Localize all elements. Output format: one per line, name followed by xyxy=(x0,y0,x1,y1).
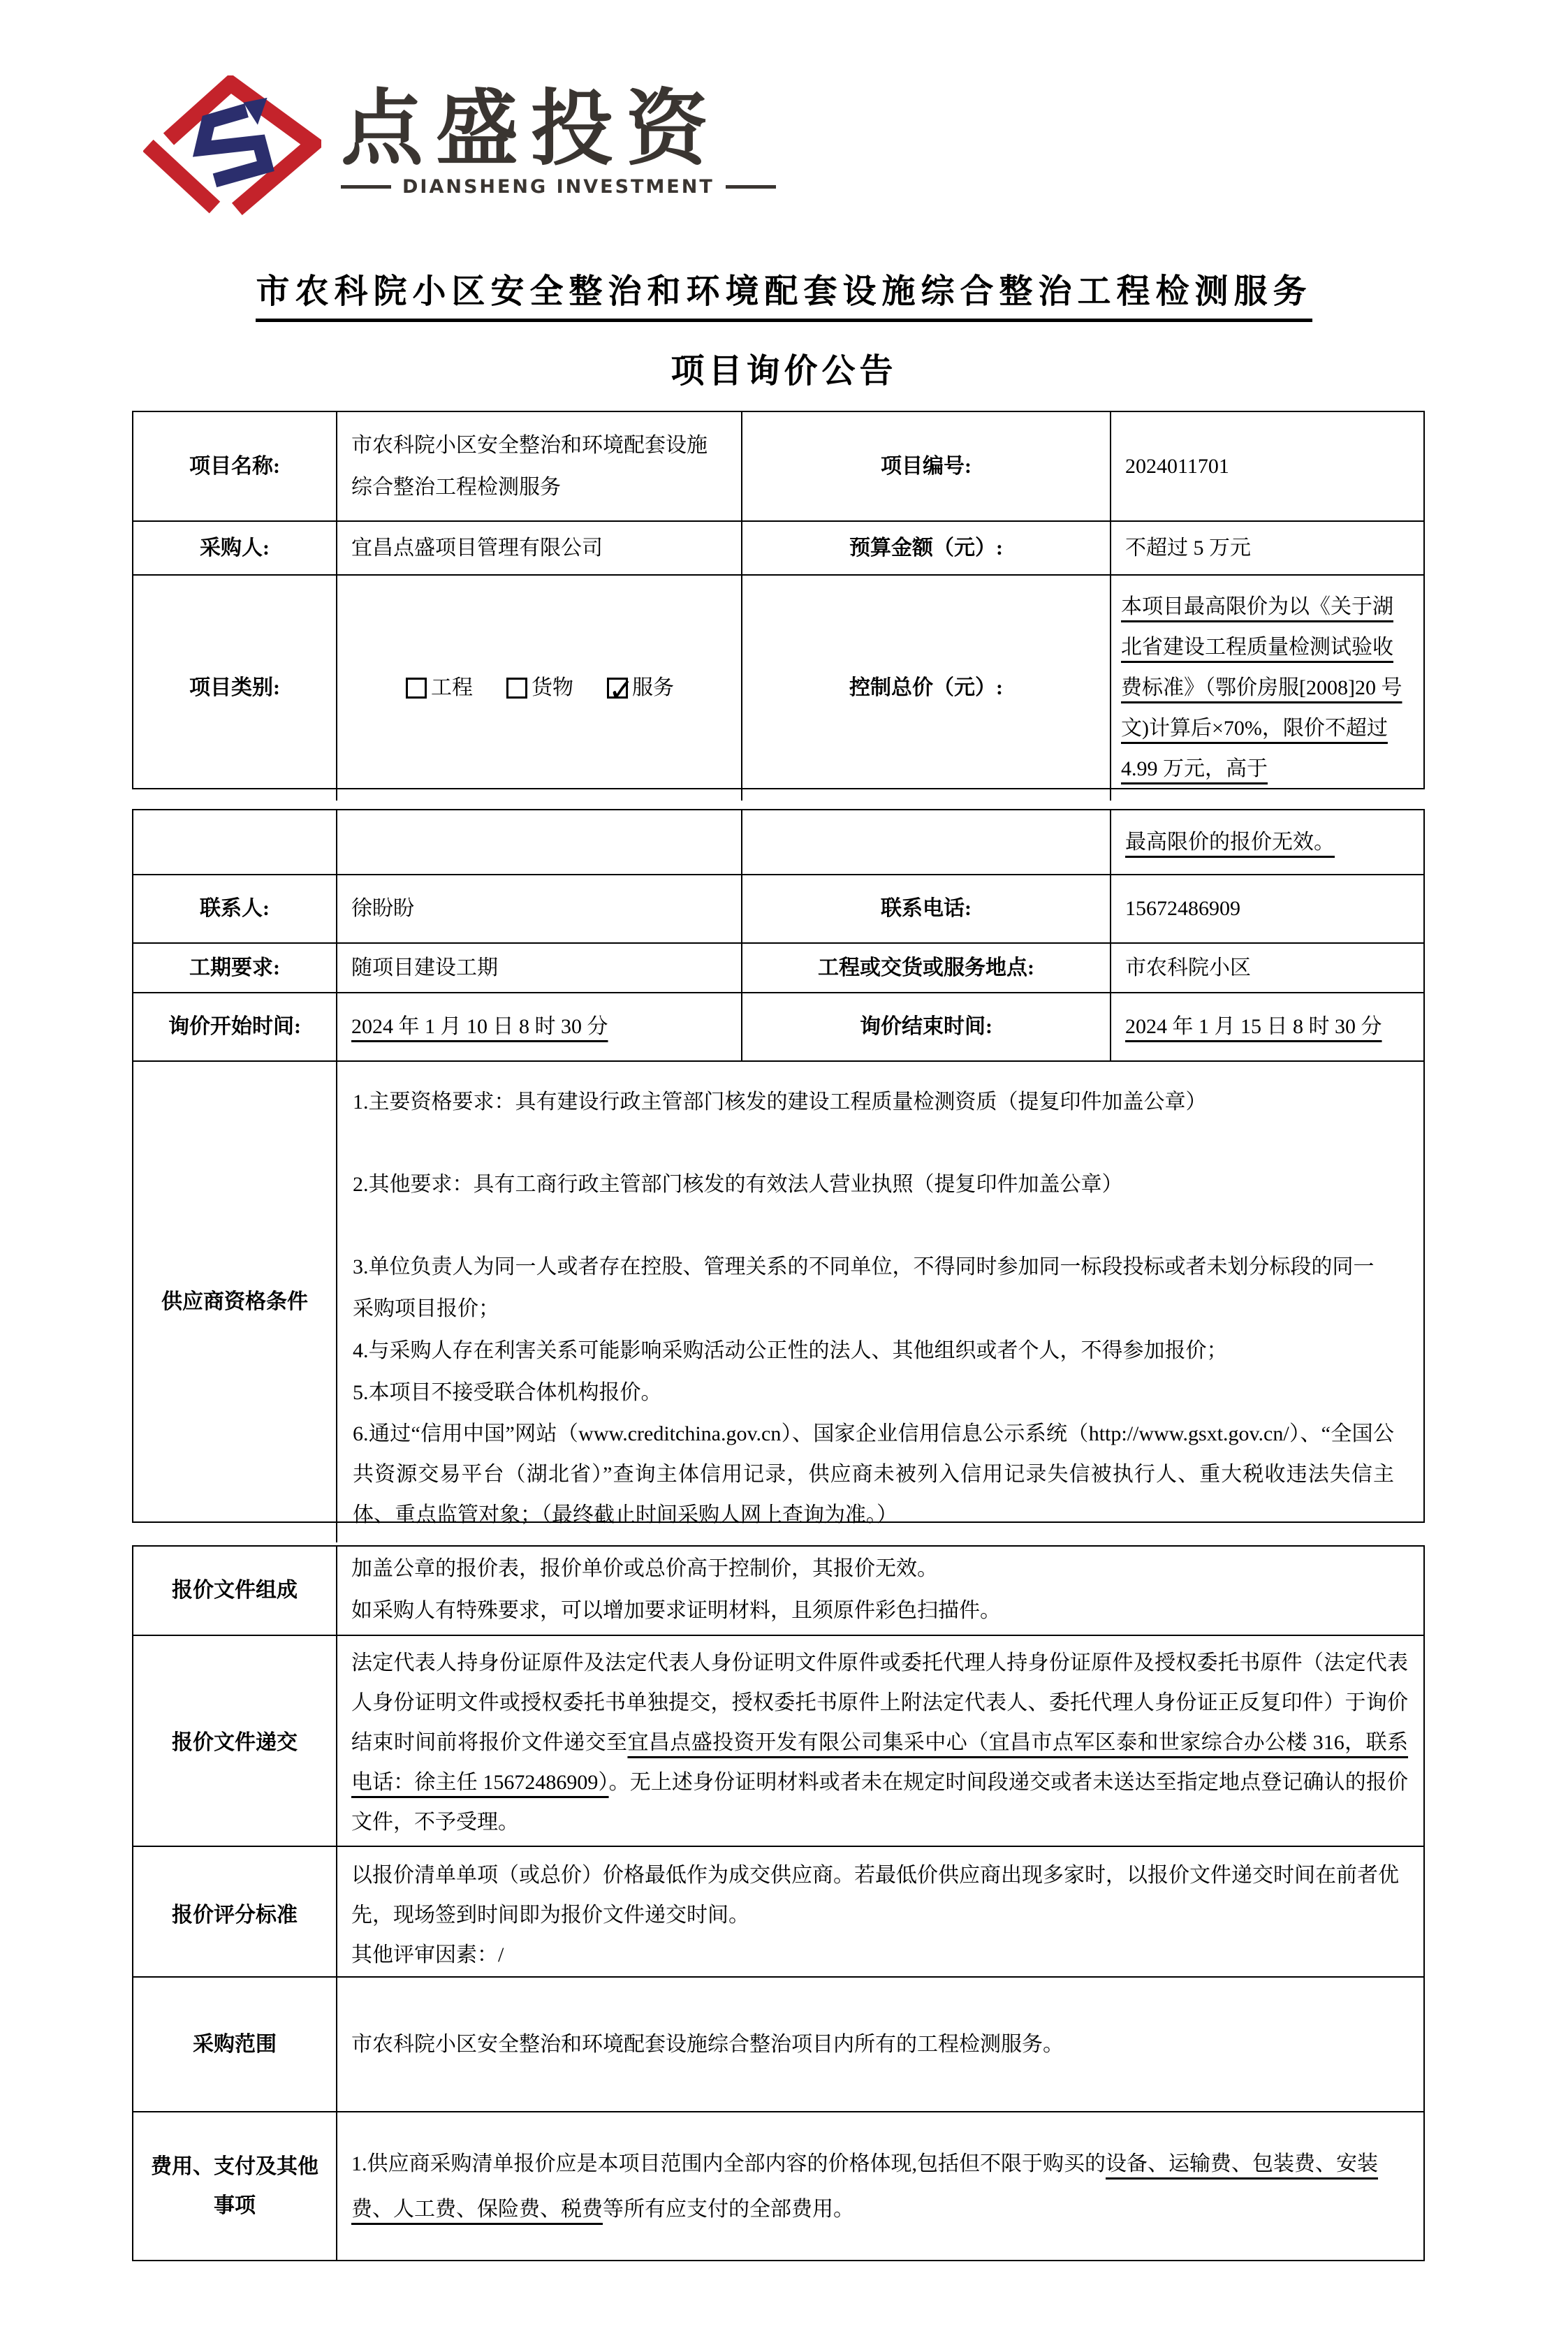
checkbox-label: 工程 xyxy=(431,676,473,699)
diansheng-diamond-logo-icon xyxy=(143,75,321,219)
table-row xyxy=(133,874,1423,942)
company-name-chinese: 点盛投资 xyxy=(341,80,721,177)
project-category-label: 项目类别: xyxy=(189,676,280,700)
empty-cell xyxy=(336,810,741,874)
control-price-continued: 最高限价的报价无效。 xyxy=(1110,810,1422,874)
procurement-scope-label: 采购范围 xyxy=(193,2032,277,2056)
contact-phone-label: 联系电话: xyxy=(741,875,1110,942)
project-number-label: 项目编号: xyxy=(741,412,1110,520)
supplier-qualification-label: 供应商资格条件 xyxy=(161,1290,308,1314)
budget-label: 预算金额（元）: xyxy=(741,522,1110,574)
qualification-item: 5.本项目不接受联合体机构报价。 xyxy=(353,1381,662,1404)
company-logo xyxy=(143,75,776,219)
table-row xyxy=(133,992,1423,1060)
empty-cell xyxy=(133,810,336,874)
logo-right-dash xyxy=(726,185,776,189)
checkbox-goods[interactable] xyxy=(506,667,573,709)
quotation-submission-label: 报价文件递交 xyxy=(172,1730,298,1754)
contact-phone-value: 15672486909 xyxy=(1110,875,1422,942)
inquiry-start-label: 询价开始时间: xyxy=(168,1015,301,1039)
quotation-composition-text xyxy=(336,1547,1422,1635)
table-row xyxy=(133,942,1423,992)
purchaser-value: 宜昌点盛项目管理有限公司 xyxy=(336,522,741,574)
procurement-scope-value: 市农科院小区安全整治和环境配套设施综合整治项目内所有的工程检测服务。 xyxy=(336,1978,1422,2111)
table-row xyxy=(133,810,1423,874)
company-name-english-row xyxy=(341,176,776,198)
checkbox-services[interactable] xyxy=(607,667,674,709)
supplier-qualification-text xyxy=(336,1062,1422,1542)
fee-seg-plain: 等所有应支付的全部费用。 xyxy=(603,2197,854,2221)
table-row xyxy=(133,1060,1423,1526)
checkbox-icon xyxy=(406,678,427,699)
qualification-item: 1.主要资格要求：具有建设行政主管部门核发的建设工程质量检测资质（提复印件加盖公章） xyxy=(353,1090,1207,1114)
qualification-item: 6.通过“信用中国”网站（www.creditchina.gov.cn）、国家企业信用信息公示系统（http://www.gsxt.gov.cn/）、“全国公共资源交易平台（湖北省）”查询主体信用记录，供应商未被列入信用记录失信被执行人、重大税收违法失信主体、重点监管对象；（最终截止时间采购人网上查询为准。） xyxy=(353,1422,1394,1526)
fee-seg-plain: 1.供应商采购清单报价应是本项目范围内全部内容的价格体现,包括但不限于购买的 xyxy=(351,2152,1106,2175)
table-row xyxy=(133,2111,1423,2260)
contact-person-label: 联系人: xyxy=(200,897,270,921)
submission-seg-plain: 法定代表人持身份证原件及法定代表人身份证明文件原件或委托代理人持身份证原件及授权委托书原件（法定代表人身份证明文件或授权委托书单独提交，授权委托书原件上附法定代表人、委托代理人身份证正反复印件）于询价结束时间前将报价文件递交至 xyxy=(351,1651,1408,1754)
project-number-value: 2024011701 xyxy=(1110,412,1422,520)
control-price-value: 本项目最高限价为以《关于湖北省建设工程质量检测试验收费标准》（鄂价房服[2008]20 号文)计算后×70%，限价不超过 4.99 万元，高于 xyxy=(1110,576,1422,801)
document-subtitle: 项目询价公告 xyxy=(671,353,897,390)
table-row xyxy=(133,412,1423,520)
submission-seg-plain: 。无上述身份证明材料或者未在规定时间段递交或者未送达至指定地点登记确认的报价文件，不予受理。 xyxy=(351,1771,1409,1834)
checkbox-icon xyxy=(607,678,628,699)
contact-and-schedule-table xyxy=(132,809,1425,1526)
inquiry-start-value: 2024 年 1 月 10 日 8 时 30 分 xyxy=(336,993,741,1060)
project-info-table xyxy=(132,411,1425,789)
inquiry-end-value: 2024 年 1 月 15 日 8 时 30 分 xyxy=(1110,993,1422,1060)
table-row xyxy=(133,1846,1423,1976)
logo-left-dash xyxy=(341,185,391,189)
project-category-options xyxy=(336,576,741,801)
quotation-scoring-label: 报价评分标准 xyxy=(172,1903,298,1927)
quotation-submission-text xyxy=(336,1636,1422,1849)
other-evaluation-factors: 其他评审因素：/ xyxy=(351,1943,504,1966)
service-location-label: 工程或交货或服务地点: xyxy=(741,944,1110,992)
purchaser-label: 采购人: xyxy=(200,536,270,560)
scoring-rule: 以报价清单单项（或总价）价格最低作为成交供应商。若最低价供应商出现多家时，以报价文件递交时间在前者优先，现场签到时间即为报价文件递交时间。 xyxy=(351,1864,1399,1927)
project-name-label: 项目名称: xyxy=(189,454,280,478)
schedule-requirement-label: 工期要求: xyxy=(189,956,280,979)
fees-and-payment-text xyxy=(336,2112,1422,2260)
service-location-value: 市农科院小区 xyxy=(1110,944,1422,992)
contact-person-value: 徐盼盼 xyxy=(336,875,741,942)
table-row xyxy=(133,1976,1423,2111)
project-name-value: 市农科院小区安全整治和环境配套设施综合整治工程检测服务 xyxy=(336,412,741,520)
table-row xyxy=(133,1547,1423,1635)
checkbox-label: 货物 xyxy=(532,676,573,699)
qualification-item: 4.与采购人存在利害关系可能影响采购活动公正性的法人、其他组织或者个人，不得参加报价； xyxy=(353,1339,1228,1362)
company-name-english: DIANSHENG INVESTMENT xyxy=(402,176,715,198)
composition-line: 如采购人有特殊要求，可以增加要求证明材料，且须原件彩色扫描件。 xyxy=(351,1599,1001,1622)
table-row xyxy=(133,520,1423,574)
fee-seg-underlined: 设备、运输费、包装费、安装费、人工费、保险费、税费 xyxy=(351,2152,1378,2221)
checkbox-label: 服务 xyxy=(632,676,674,699)
checkbox-icon xyxy=(506,678,527,699)
control-price-label: 控制总价（元）: xyxy=(741,576,1110,801)
qualification-item: 2.其他要求：具有工商行政主管部门核发的有效法人营业执照（提复印件加盖公章） xyxy=(353,1173,1123,1196)
quotation-rules-table xyxy=(132,1545,1425,2261)
empty-cell xyxy=(741,810,1110,874)
budget-value: 不超过 5 万元 xyxy=(1110,522,1422,574)
schedule-requirement-value: 随项目建设工期 xyxy=(336,944,741,992)
composition-line: 加盖公章的报价表，报价单价或总价高于控制价，其报价无效。 xyxy=(351,1557,938,1580)
qualification-item: 3.单位负责人为同一人或者存在控股、管理关系的不同单位，不得同时参加同一标段投标或者未划分标段的同一采购项目报价； xyxy=(353,1255,1375,1320)
checkbox-engineering[interactable] xyxy=(406,667,473,709)
submission-seg-underlined: 宜昌点盛投资开发有限公司集采中心（宜昌市点军区泰和世家综合办公楼 316，联系电话：徐主任 15672486909） xyxy=(351,1731,1409,1794)
table-row xyxy=(133,574,1423,788)
inquiry-end-label: 询价结束时间: xyxy=(741,993,1110,1060)
fees-and-payment-label: 费用、支付及其他事项 xyxy=(151,2155,318,2217)
document-title: 市农科院小区安全整治和环境配套设施综合整治工程检测服务 xyxy=(0,264,1568,312)
quotation-composition-label: 报价文件组成 xyxy=(172,1579,298,1602)
quotation-scoring-text xyxy=(336,1847,1422,1983)
table-row xyxy=(133,1635,1423,1846)
